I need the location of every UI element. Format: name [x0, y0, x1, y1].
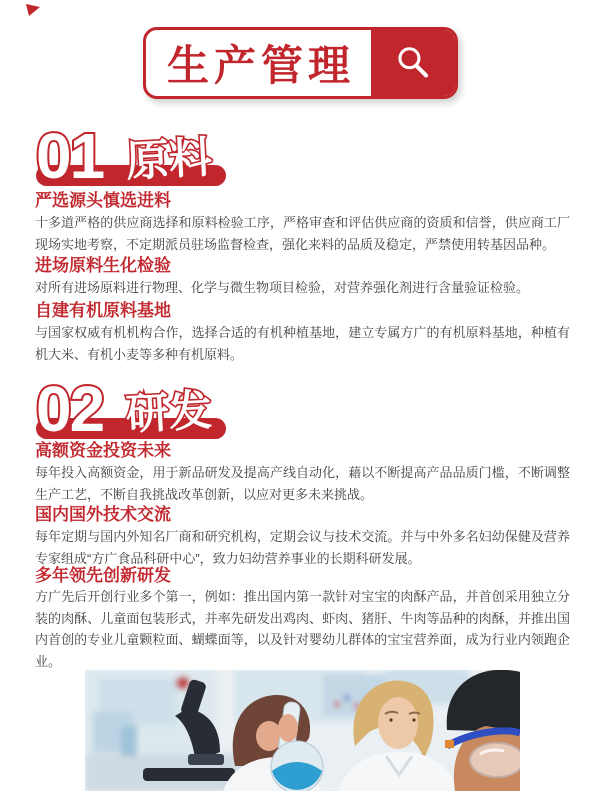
magnifier-icon: [394, 44, 432, 82]
section-number: 02: [36, 374, 104, 440]
subheading: 进场原料生化检验: [35, 256, 171, 275]
paragraph: 十多道严格的供应商选择和原料检验工序，严格审查和评估供应商的资质和信誉，供应商工厂现场实地考察，不定期派员驻场监督检查，强化来料的品质及稳定，严禁使用转基因品种。: [35, 215, 570, 252]
paragraph: 每年投入高额资金，用于新品研发及提高产线自动化，藉以不断提高产品品质门槛，不断调整生产工艺，不断自我挑战改革创新，以应对更多未来挑战。: [35, 465, 570, 502]
subheading: 严选源头慎选进料: [35, 191, 171, 210]
paragraph: 方广先后开创行业多个第一，例如：推出国内第一款针对宝宝的肉酥产品，并首创采用独立分装的肉酥、儿童面包装形式，并率先研发出鸡肉、虾肉、猪肝、牛肉等品种的肉酥，并推出国内首创的专业儿童颗粒面、蝴蝶面等，以及针对婴幼儿群体的宝宝营养面，成为行业内领跑企业。: [35, 589, 570, 669]
title-banner: [143, 27, 458, 99]
lab-photo: [85, 670, 520, 791]
paragraph: 与国家权威有机机构合作，选择合适的有机种植基地，建立专属方广的有机原料基地，种植有机大米、有机小麦等多种有机原料。: [35, 325, 570, 362]
section-title: 研发: [124, 386, 214, 440]
subheading: 国内国外技术交流: [35, 505, 171, 524]
section-title: 原料: [124, 133, 214, 187]
search-button: [371, 30, 455, 96]
paragraph: 每年定期与国内外知名厂商和研究机构，定期会议与技术交流。并与中外多名妇幼保健及营养专家组成“方广食品科研中心”，致力妇幼营养事业的长期科研发展。: [35, 529, 570, 566]
subheading: 高额资金投资未来: [35, 441, 171, 460]
paragraph: 对所有进场原料进行物理、化学与微生物项目检验，对营养强化剂进行含量验证检验。: [35, 280, 530, 295]
page-title: 生产管理: [166, 42, 355, 89]
section-01-heading: [30, 121, 270, 187]
subheading: 自建有机原料基地: [35, 301, 171, 320]
corner-mark-icon: [25, 4, 41, 17]
section-number: 01: [36, 121, 104, 187]
subheading: 多年领先创新研发: [35, 566, 171, 585]
section-02-heading: [30, 374, 270, 440]
